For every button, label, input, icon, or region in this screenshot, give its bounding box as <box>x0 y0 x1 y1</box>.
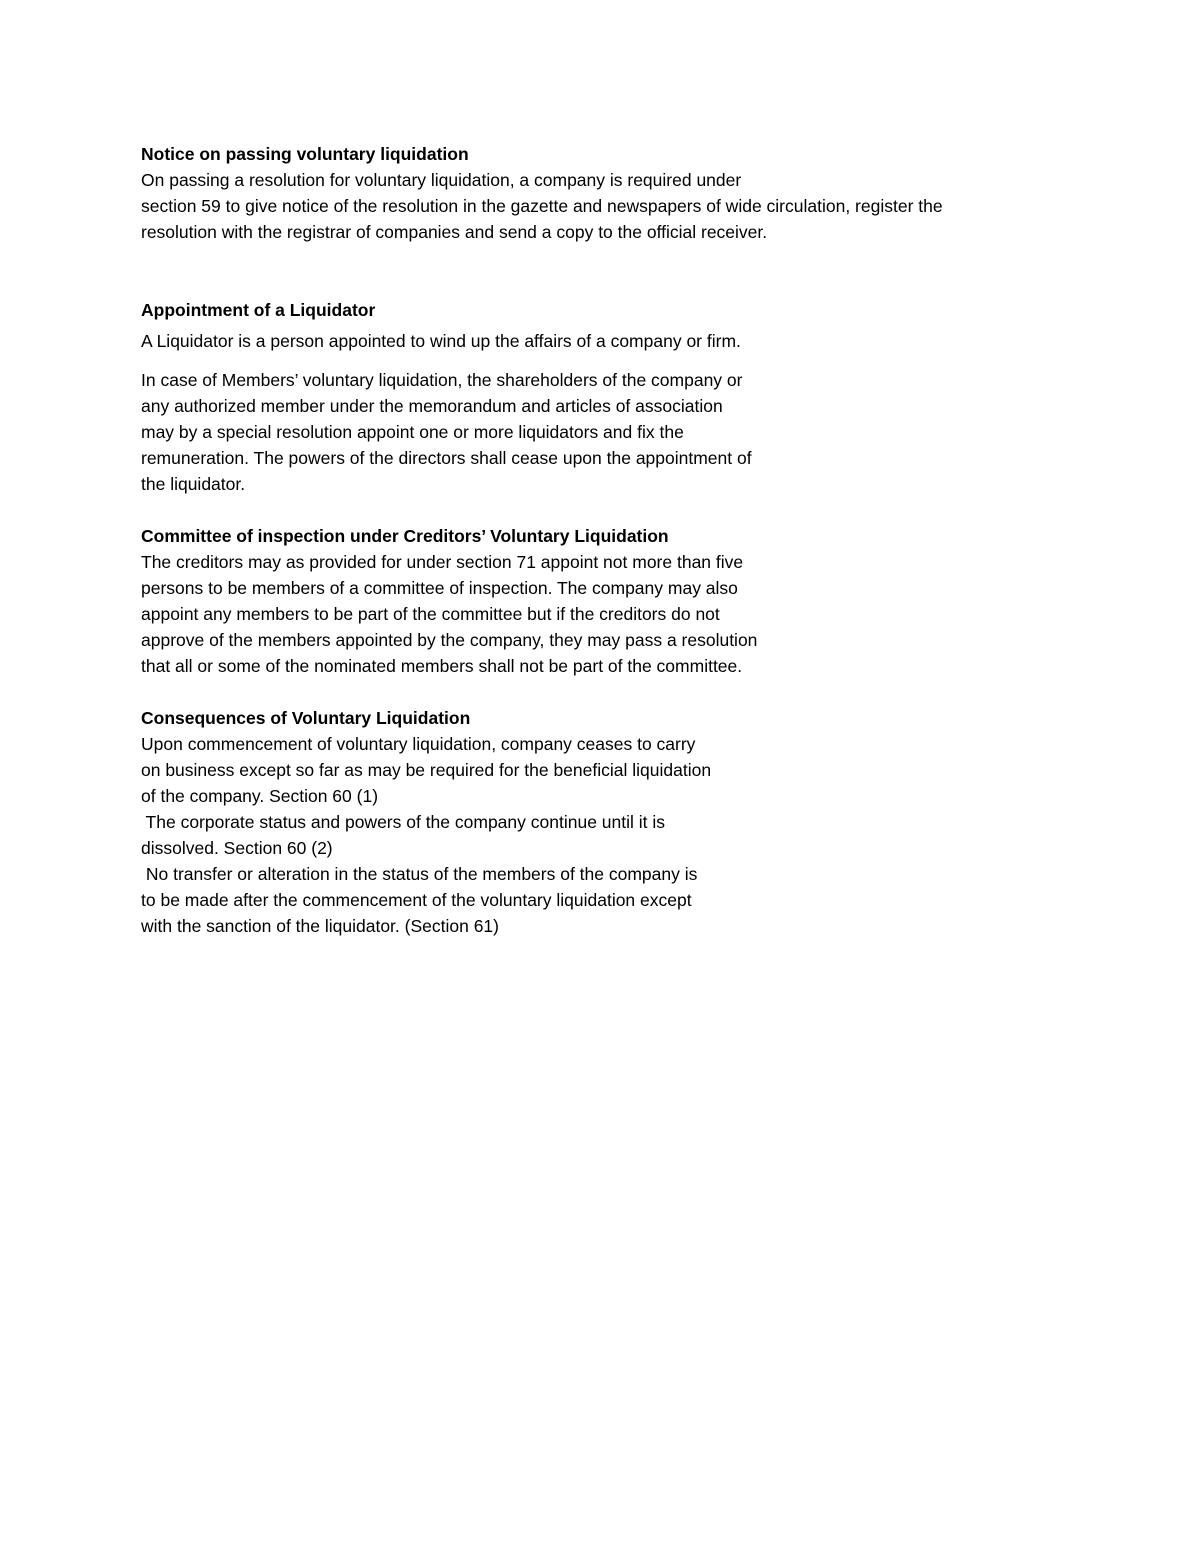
section-heading: Consequences of Voluntary Liquidation <box>141 708 471 728</box>
paragraph-line: No transfer or alteration in the status of the members of the company is <box>141 864 698 884</box>
document-body <box>141 141 1081 939</box>
section-notice <box>141 141 1081 245</box>
paragraph-line: appoint any members to be part of the committee but if the creditors do not <box>141 604 720 624</box>
paragraph-line: to be made after the commencement of the voluntary liquidation except <box>141 890 692 910</box>
paragraph-line: approve of the members appointed by the company, they may pass a resolution <box>141 630 758 650</box>
section-heading: Committee of inspection under Creditors’ Voluntary Liquidation <box>141 526 669 546</box>
paragraph-line: section 59 to give notice of the resolution in the gazette and newspapers of wide circulation, register the <box>141 196 943 216</box>
section-appointment <box>141 297 1081 497</box>
section-heading: Appointment of a Liquidator <box>141 300 376 320</box>
paragraph-line: of the company. Section 60 (1) <box>141 786 379 806</box>
paragraph-line: any authorized member under the memorandum and articles of association <box>141 396 723 416</box>
paragraph-line: dissolved. Section 60 (2) <box>141 838 333 858</box>
paragraph-line: The corporate status and powers of the company continue until it is <box>141 812 666 832</box>
paragraph-line: resolution with the registrar of companies and send a copy to the official receiver. <box>141 222 768 242</box>
paragraph-line: A Liquidator is a person appointed to wind up the affairs of a company or firm. <box>141 331 741 351</box>
paragraph-line: that all or some of the nominated members shall not be part of the committee. <box>141 656 743 676</box>
paragraph-line: In case of Members’ voluntary liquidation, the shareholders of the company or <box>141 370 743 390</box>
section-heading: Notice on passing voluntary liquidation <box>141 144 469 164</box>
paragraph-line: may by a special resolution appoint one or more liquidators and fix the <box>141 422 684 442</box>
paragraph-line: remuneration. The powers of the directors shall cease upon the appointment of <box>141 448 752 468</box>
paragraph-line: the liquidator. <box>141 474 246 494</box>
section-committee <box>141 523 1081 679</box>
paragraph-line: with the sanction of the liquidator. (Section 61) <box>141 916 499 936</box>
paragraph-line: The creditors may as provided for under section 71 appoint not more than five <box>141 552 744 572</box>
paragraph-line: on business except so far as may be required for the beneficial liquidation <box>141 760 712 780</box>
paragraph-line: Upon commencement of voluntary liquidation, company ceases to carry <box>141 734 696 754</box>
paragraph-line: On passing a resolution for voluntary liquidation, a company is required under <box>141 170 742 190</box>
paragraph-line: persons to be members of a committee of inspection. The company may also <box>141 578 738 598</box>
section-consequences <box>141 705 1081 939</box>
